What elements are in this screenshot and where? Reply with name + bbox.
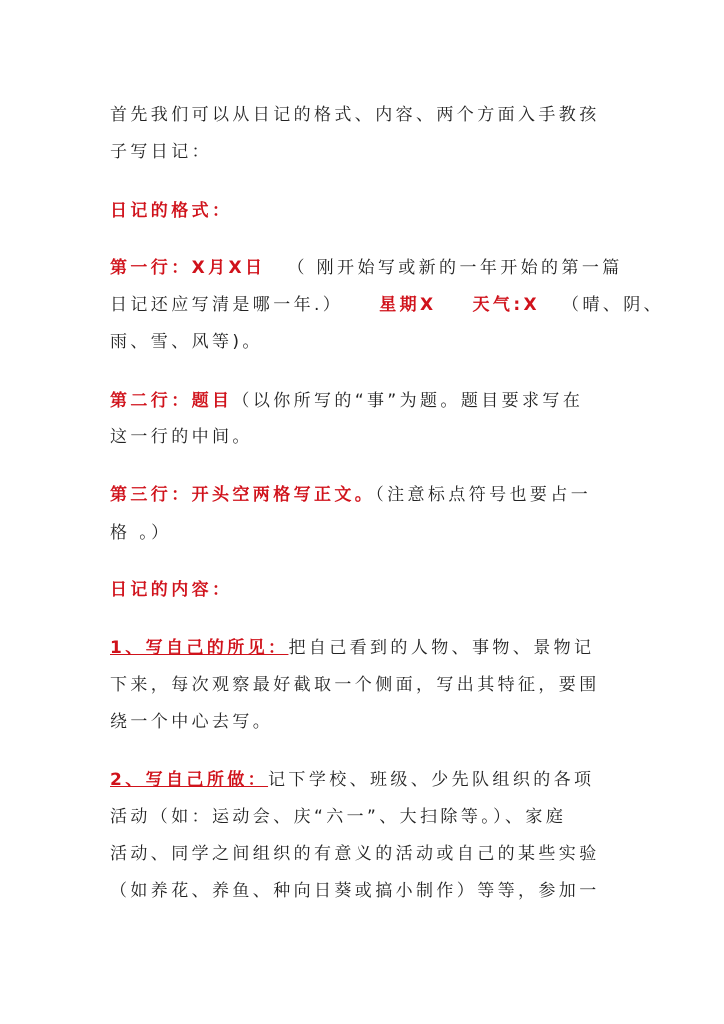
row3-text-1: （注意标点符号也要占一 <box>375 485 592 505</box>
row2-text-1: （以你所写的“事”为题。题目要求写在 <box>232 391 584 411</box>
row1-text-3: （晴、阴、 <box>562 295 665 315</box>
row1-line-3: 雨、雪、风等)。 <box>110 332 263 352</box>
item2-line-4: （如养花、养鱼、种向日葵或搞小制作）等等，参加一 <box>110 881 600 901</box>
row1-line-2 <box>110 294 664 316</box>
row3-label: 第三行： <box>110 485 192 505</box>
item2-line-2: 活动（如：运动会、庆“六一”、大扫除等。）、家庭 <box>110 807 567 827</box>
content-heading: 日记的内容： <box>110 580 233 600</box>
row2-line-1 <box>110 390 583 412</box>
item2-line-1 <box>110 769 594 791</box>
item1-label: 1、写自己的所见： <box>110 638 289 658</box>
format-heading: 日记的格式： <box>110 201 233 221</box>
row1-text-1: （ 刚开始写或新的一年开始的第一篇 <box>287 258 623 278</box>
row3-text: 开头空两格写正文。 <box>191 485 376 505</box>
row1-date: X月X日 <box>191 258 266 278</box>
item2-line-3: 活动、同学之间组织的有意义的活动或自己的某些实验 <box>110 844 600 864</box>
row1-label: 第一行： <box>110 258 192 278</box>
intro-line-1: 首先我们可以从日记的格式、内容、两个方面入手教孩 <box>110 105 600 125</box>
row1-weekday: 星期X <box>379 295 437 315</box>
item1-text-1: 把自己看到的人物、事物、景物记 <box>288 638 595 658</box>
item2-label: 2、写自己所做： <box>110 770 269 790</box>
item1-line-2: 下来，每次观察最好截取一个侧面，写出其特征，要围 <box>110 675 600 695</box>
item2-text-1: 记下学校、班级、少先队组织的各项 <box>268 770 595 790</box>
row3-line-1 <box>110 484 591 506</box>
intro-line-2: 子写日记： <box>110 142 212 162</box>
item1-line-1 <box>110 637 594 659</box>
row1-line-1 <box>110 257 623 279</box>
row2-label: 第二行： <box>110 391 192 411</box>
row1-weather: 天气:X <box>472 295 541 315</box>
row2-line-2: 这一行的中间。 <box>110 427 253 447</box>
item1-line-3: 绕一个中心去写。 <box>110 712 274 732</box>
row2-title: 题目 <box>191 391 233 411</box>
row1-text-2: 日记还应写清是哪一年.） <box>110 295 344 315</box>
row3-line-2: 格 。） <box>110 523 172 543</box>
